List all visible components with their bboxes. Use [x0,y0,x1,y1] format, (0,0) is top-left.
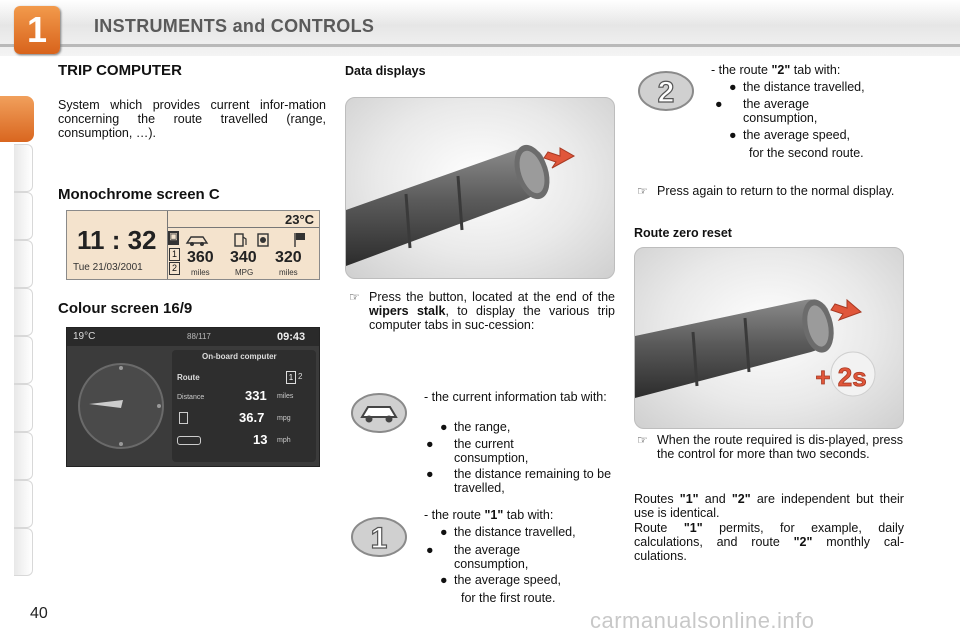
list-item-text: the current consumption, [454,437,529,465]
side-tab-active[interactable] [0,96,34,142]
press-again-text: Press again to return to the normal display. [657,184,895,198]
colour-unit-3: mph [277,437,291,444]
list-item-text: the distance travelled, [454,525,576,539]
colour-value-2: 36.7 [239,410,265,425]
colour-frequency: 88/117 [187,332,211,341]
route-2-label: "2" [793,535,813,549]
page-number: 40 [30,605,48,622]
list-item-text: the average speed, [743,128,851,142]
colour-row-route: Route [177,373,200,382]
route-2-text: tab with: [793,63,841,77]
red-arrow-icon [831,300,861,320]
trip-computer-title: TRIP COMPUTER [58,62,182,79]
mono-value-2: 340 [230,249,257,266]
route-1-tab-icon [350,515,408,559]
side-tab[interactable] [14,288,33,336]
route-1-text: tab with: [506,508,554,522]
route-text: permits, for example, daily calculations, and route [634,521,904,549]
route-1-badge-digit: 1 [370,522,388,555]
colour-time: 09:43 [277,331,306,343]
header-rule [0,44,960,47]
route-reset-illustration [634,247,904,429]
mono-tab-2: 2 [169,262,180,275]
colour-value-1: 331 [245,388,267,403]
route-2-tab-icon [637,69,695,113]
side-tab[interactable] [14,480,33,528]
chequered-flag-icon [295,233,305,247]
wipers-stalk-term: wipers stalk [369,304,446,318]
side-tab[interactable] [14,384,33,432]
list-item: ● the average speed, [729,128,851,142]
data-displays-title: Data displays [345,64,426,78]
mono-date: Tue 21/03/2001 [73,262,143,273]
colour-tab-2: 2 [298,372,303,381]
mono-unit-3: miles [279,268,298,277]
list-item-text: the distance travelled, [743,80,865,94]
list-item-text: the average speed, [454,573,562,587]
fuel-pump-icon [235,234,246,246]
computer-panel [172,350,316,462]
wiper-stalk-drawing [346,98,614,278]
monochrome-screen [66,210,320,280]
side-tab[interactable] [14,432,33,480]
colour-row-distance: Distance [177,394,205,401]
colour-tab-1: 1 [286,371,296,384]
route-1-label: "1" [484,508,504,522]
trip-computer-intro: System which provides current infor-mation concerning the route travelled (range, consumption, …). [58,98,326,140]
list-item: ● the average consumption, [426,543,529,571]
colour-heading: On-board computer [202,352,277,361]
route-2-end: for the second route. [749,146,864,160]
current-info-tab-icon [350,391,408,435]
red-arrow-icon [544,148,574,168]
list-item-text: the distance remaining to be travelled, [454,467,612,495]
mono-divider [167,211,168,279]
route-2-badge-digit: 2 [657,76,675,109]
car-icon [177,436,201,445]
route-text: monthly cal-culations. [634,535,904,563]
mono-car-tab: ▣ [168,231,179,245]
route-1-end: for the first route. [461,591,556,605]
mono-unit-2: MPG [235,268,254,277]
route-1-label: "1" [683,521,703,535]
colour-value-3: 13 [253,432,268,447]
list-item-text: the range, [454,420,511,434]
route-1-text: - the route [424,508,481,522]
press-text-part: Press the button, located at the end of the [369,290,615,304]
colour-screen [66,327,320,467]
routes-independent-text [634,492,904,520]
side-tab[interactable] [14,336,33,384]
watermark: carmanualsonline.info [590,608,815,633]
route-text: Route [634,521,668,535]
side-tab[interactable] [14,192,33,240]
side-tab[interactable] [14,528,33,576]
list-item: ● the distance remaining to be travelled, [426,467,612,495]
list-item: ● the average speed, [440,573,562,587]
list-item: ● the distance travelled, [440,525,576,539]
hand-pointer-icon: ☞ [349,290,360,304]
list-item: ● the range, [440,420,511,434]
header-title: INSTRUMENTS and CONTROLS [94,16,375,36]
mono-screen-title: Monochrome screen C [58,186,220,203]
gauge-icon [258,234,268,246]
route-2-label: "2" [771,63,791,77]
compass-icon [71,356,171,456]
mono-tab-1: 1 [169,248,180,261]
list-item-text: the average consumption, [743,97,818,125]
route-1-label: "1" [679,492,699,506]
when-route-text: When the route required is dis-played, press the control for more than two seconds. [657,433,903,461]
mono-icons [185,231,315,249]
colour-unit-1: miles [277,393,294,400]
hand-pointer-icon: ☞ [637,433,648,447]
mono-value-3: 320 [275,249,302,266]
chapter-number: 1 [14,6,60,54]
route-2-intro [711,63,903,77]
colour-screen-title: Colour screen 16/9 [58,300,193,317]
colour-unit-2: mpg [277,415,291,422]
hand-pointer-icon: ☞ [637,184,648,198]
routes-text: are independent but their use is identical. [634,492,904,520]
routes-text: Routes [634,492,674,506]
car-icon [187,237,207,246]
list-item: ● the current consumption, [426,437,529,465]
list-item-text: the average consumption, [454,543,529,571]
routes-text: and [704,492,726,506]
press-text-part: , to display the various trip computer tabs in suc-cession: [369,304,615,332]
route-1-intro [424,508,616,522]
side-tab[interactable] [14,240,33,288]
mono-unit-1: miles [191,268,210,277]
current-info-intro: - the current information tab with: [424,390,607,404]
mono-temp: 23°C [285,212,315,227]
route-2-label: "2" [731,492,751,506]
press-button-text [369,290,615,332]
reset-stalk-drawing [635,248,903,428]
route-2-text: - the route [711,63,768,77]
route-zero-reset-title: Route zero reset [634,226,732,240]
mono-time: 11 : 32 [77,225,157,255]
route-usage-text [634,521,904,563]
mono-value-1: 360 [187,249,214,266]
side-tab[interactable] [14,144,33,192]
wiper-stalk-illustration [345,97,615,279]
list-item: ● the average consumption, [715,97,818,125]
hold-duration-badge: + 2s [815,362,867,392]
list-item: ● the distance travelled, [729,80,865,94]
mono-divider [167,227,319,228]
colour-temp: 19°C [73,331,96,342]
fuel-pump-icon [179,412,188,424]
